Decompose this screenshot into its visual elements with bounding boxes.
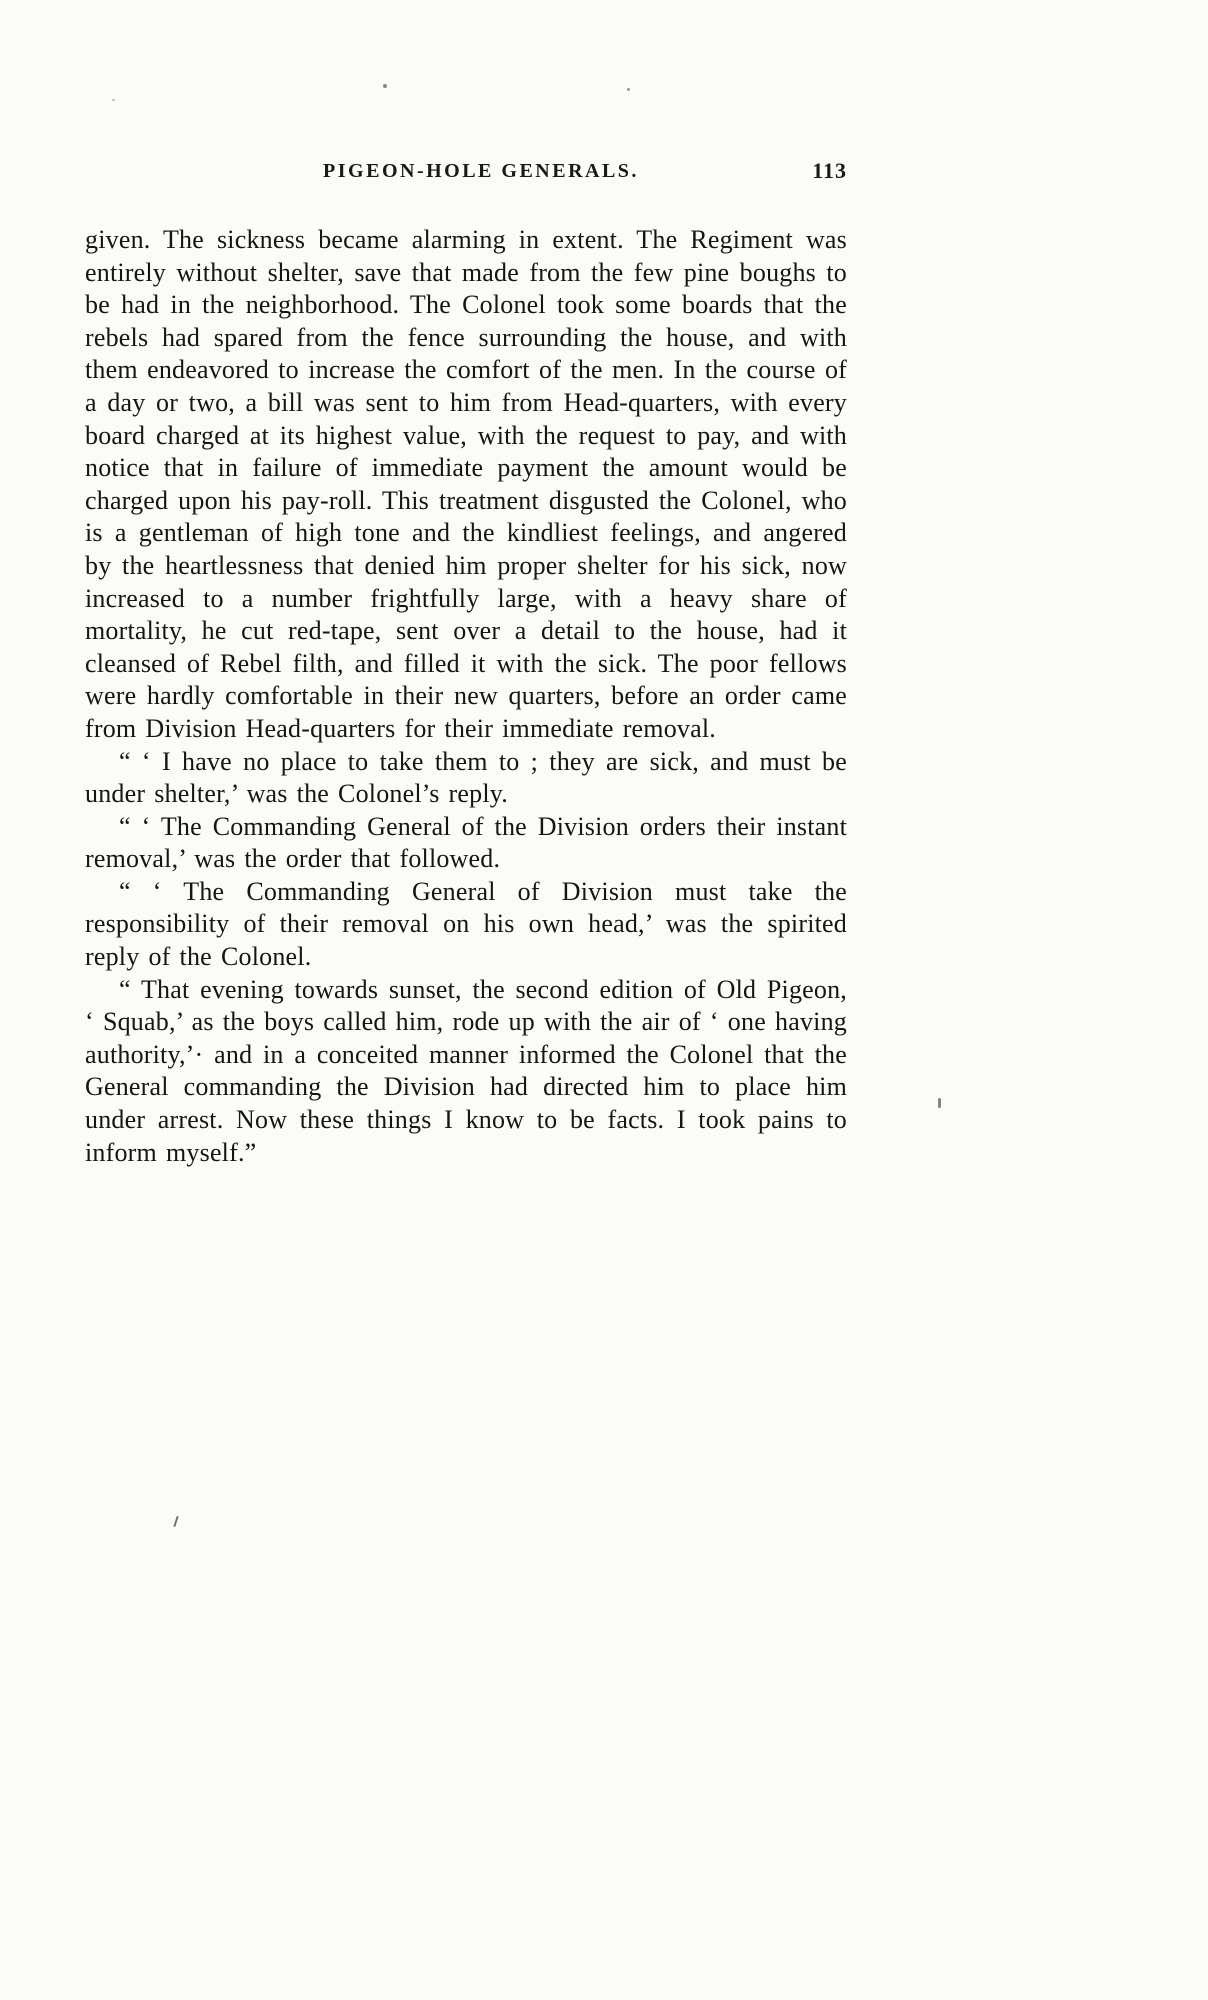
scan-artifact: [938, 1098, 941, 1108]
paragraph-quote-3: “ ‘ The Commanding General of Division must take the responsibility of their removal on his own head,’ was the spirited reply of the Colonel.: [85, 876, 847, 972]
scan-speck: [383, 84, 387, 88]
paragraph-continuation: given. The sickness became alarming in extent. The Regiment was entirely without shelter, save that made from the few pine boughs to be had in the neighborhood. The Colonel took some boards that the rebels had spared from the fence surrounding the house, and with them endeavored to increase the comfort of the men. In the course of a day or two, a bill was sent to him from Head-quarters, with every board charged at its highest value, with the request to pay, and with notice that in failure of immediate payment the amount would be charged upon his pay-roll. This treatment disgusted the Colonel, who is a gentleman of high tone and the kindliest feelings, and angered by the heartlessness that denied him proper shelter for his sick, now increased to a number frightfully large, with a heavy share of mortality, he cut red-tape, sent over a detail to the house, had it cleansed of Rebel filth, and filled it with the sick. The poor fellows were hardly comfortable in their new quarters, before an order came from Division Head-quarters for their immediate removal.: [85, 225, 847, 743]
running-title: PIGEON-HOLE GENERALS.: [323, 160, 639, 182]
scan-artifact: [173, 1516, 179, 1527]
scan-speck: [112, 99, 115, 101]
paragraph-quote-1: “ ‘ I have no place to take them to ; they are sick, and must be under shelter,’ was the Colonel’s reply.: [85, 746, 847, 809]
paragraph-quote-4: “ That evening towards sunset, the second edition of Old Pigeon, ‘ Squab,’ as the boys called him, rode up with the air of ‘ one having authority,’· and in a conceited manner informed the Colonel that the General commanding the Division had directed him to place him under arrest. Now these things I know to be facts. I took pains to inform myself.”: [85, 974, 847, 1167]
scan-speck: [627, 88, 630, 91]
page-number: 113: [812, 158, 847, 183]
paragraph-quote-2: “ ‘ The Commanding General of the Division orders their instant removal,’ was the order that followed.: [85, 811, 847, 874]
page-body: [85, 224, 847, 1169]
running-header: [85, 160, 847, 194]
